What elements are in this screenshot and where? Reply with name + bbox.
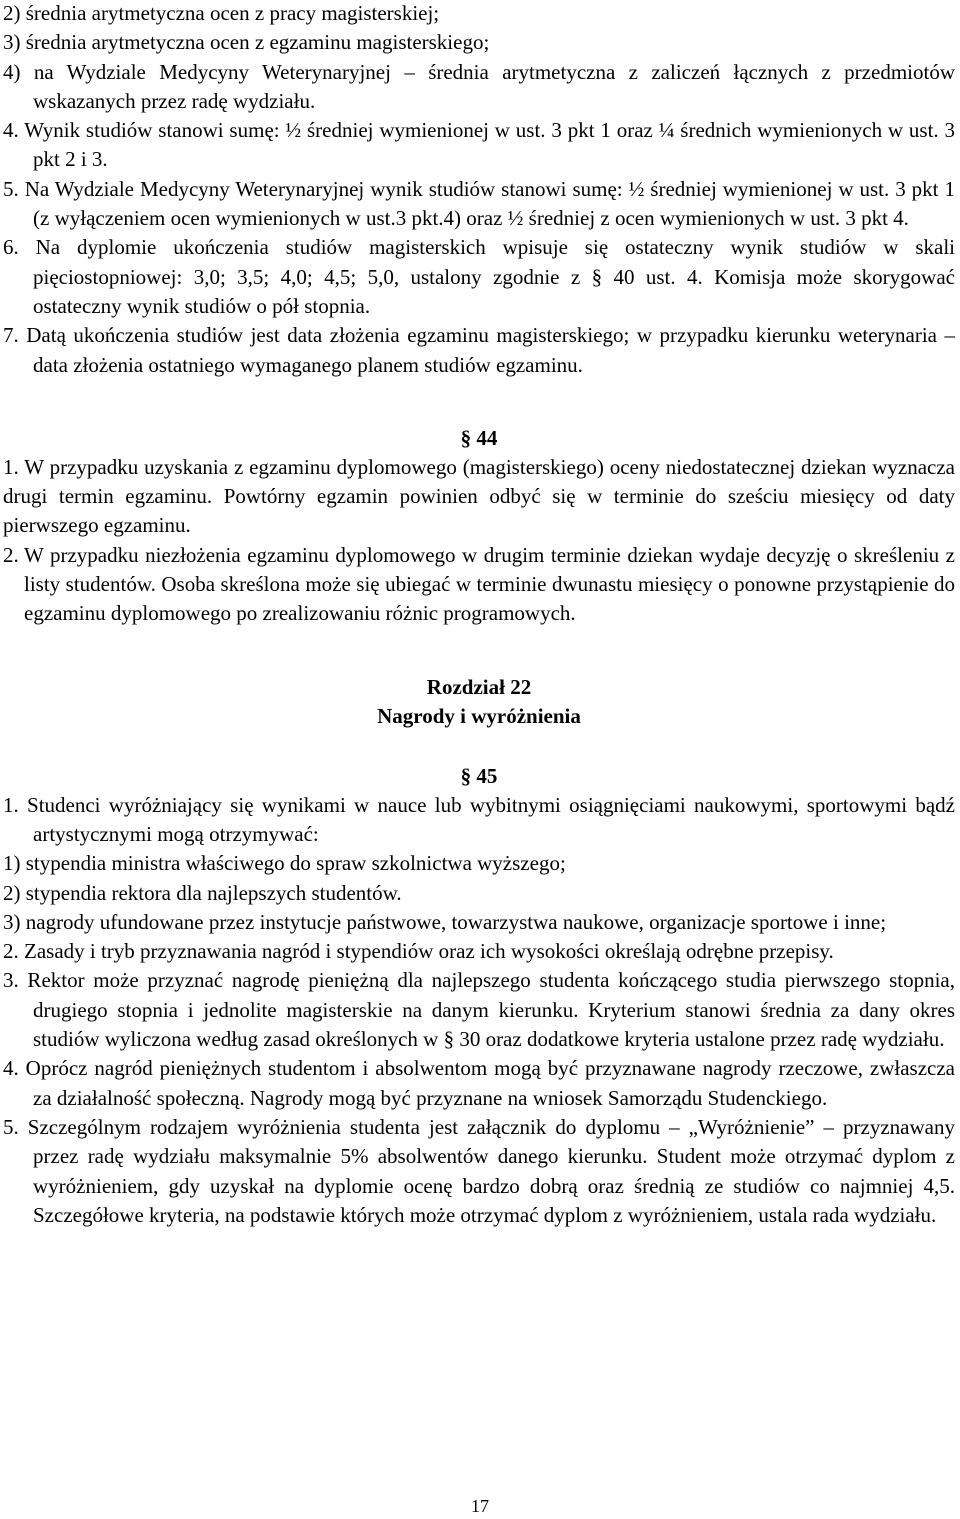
s45-item-1: 1) stypendia ministra właściwego do spraw szkolnictwa wyższego; [3,851,566,876]
list-item-2: 2) średnia arytmetyczna ocen z pracy magisterskiej; [3,1,440,25]
s45-paragraph-4: 4. Oprócz nagród pieniężnych studentom i absolwentom mogą być przyznawane nagrody rzeczowe, zwłaszcza za działalność społeczną. Nagrody mogą być przyznane na wniosek Samorządu Studenckiego. [3,1056,955,1110]
page-number: 17 [471,1496,489,1516]
spacer [3,732,955,762]
paragraph-5: 5. Na Wydziale Medycyny Weterynaryjnej wynik studiów stanowi sumę: ½ średniej wymienionej w ust. 3 pkt 1 (z wyłączeniem ocen wymienionych w ust.3 pkt.4) oraz ½ średniej z ocen wymienionych w ust. 3 pkt 4. [3,176,955,231]
spacer [3,629,955,673]
s45-item-2: 2) stypendia rektora dla najlepszych studentów. [3,880,402,905]
paragraph-7: 7. Datą ukończenia studiów jest data złożenia egzaminu magisterskiego; w przypadku kierunku weterynaria – data złożenia ostatniego wymaganego planem studiów egzaminu. [3,323,955,377]
s44-paragraph-1: 1. W przypadku uzyskania z egzaminu dyplomowego (magisterskiego) oceny niedostatecznej dziekan wyznacza drugi termin egzaminu. Powtórny egzamin powinien odbyć się w terminie do sześciu miesięcy od daty pierwszego egzaminu. [3,454,955,538]
s45-paragraph-2: 2. Zasady i tryb przyznawania nagród i stypendiów oraz ich wysokości określają odrębne przepisy. [3,939,834,964]
list-item-4: 4) na Wydziale Medycyny Weterynaryjnej – średnia arytmetyczna z zaliczeń łącznych z przedmiotów wskazanych przez radę wydziału. [3,59,955,113]
document-body [3,0,955,1230]
paragraph-6: 6. Na dyplomie ukończenia studiów magisterskich wpisuje się ostateczny wynik studiów w skali pięciostopniowej: 3,0; 3,5; 4,0; 4,5; 5,0, ustalony zgodnie z § 40 ust. 4. Komisja może skorygować ostateczny wynik studiów o pół stopnia. [3,235,955,318]
spacer [3,380,955,424]
s45-paragraph-5: 5. Szczególnym rodzajem wyróżnienia studenta jest załącznik do dyplomu – „Wyróżnienie” – przyznawany przez radę wydziału maksymalnie 5% absolwentów danego kierunku. Student może otrzymać dyplom z wyróżnieniem, gdy uzyskał na dyplomie ocenę bardzo dobrą oraz średnią ze studiów co najmniej 4,5. Szczegółowe kryteria, na podstawie których może otrzymać dyplom z wyróżnieniem, ustala rada wydziału. [3,1114,955,1227]
s45-paragraph-3: 3. Rektor może przyznać nagrodę pieniężną dla najlepszego studenta kończącego studia pierwszego stopnia, drugiego stopnia i jednolite magisterskie na danym kierunku. Kryterium stanowi średnia za dany okres studiów wyliczona według zasad określonych w § 30 oraz dodatkowe kryteria ustalone przez radę wydziału. [3,968,955,1052]
section-heading-45: § 45 [460,763,498,788]
s44-paragraph-2-number: 2. [3,542,24,567]
s45-paragraph-1: 1. Studenci wyróżniający się wynikami w nauce lub wybitnymi osiągnięciami naukowymi, sportowymi bądź artystycznymi mogą otrzymywać: [3,792,955,846]
s44-paragraph-2-text: W przypadku niezłożenia egzaminu dyplomowego w drugim terminie dziekan wydaje decyzję o skreśleniu z listy studentów. Osoba skreślona może się ubiegać w terminie dwunastu miesięcy o ponowne przystąpienie do egzaminu dyplomowego po zrealizowaniu różnic programowych. [24,542,955,626]
paragraph-4: 4. Wynik studiów stanowi sumę: ½ średniej wymienionej w ust. 3 pkt 1 oraz ¼ średnich wymienionych w ust. 3 pkt 2 i 3. [3,118,955,172]
s45-item-3: 3) nagrody ufundowane przez instytucje państwowe, towarzystwa naukowe, organizacje sportowe i inne; [3,909,887,934]
list-item-3: 3) średnia arytmetyczna ocen z egzaminu magisterskiego; [3,30,490,55]
s44-paragraph-2 [3,541,955,629]
section-heading-44: § 44 [460,425,498,450]
chapter-subtitle: Nagrody i wyróżnienia [377,704,581,729]
chapter-title: Rozdział 22 [426,674,532,699]
